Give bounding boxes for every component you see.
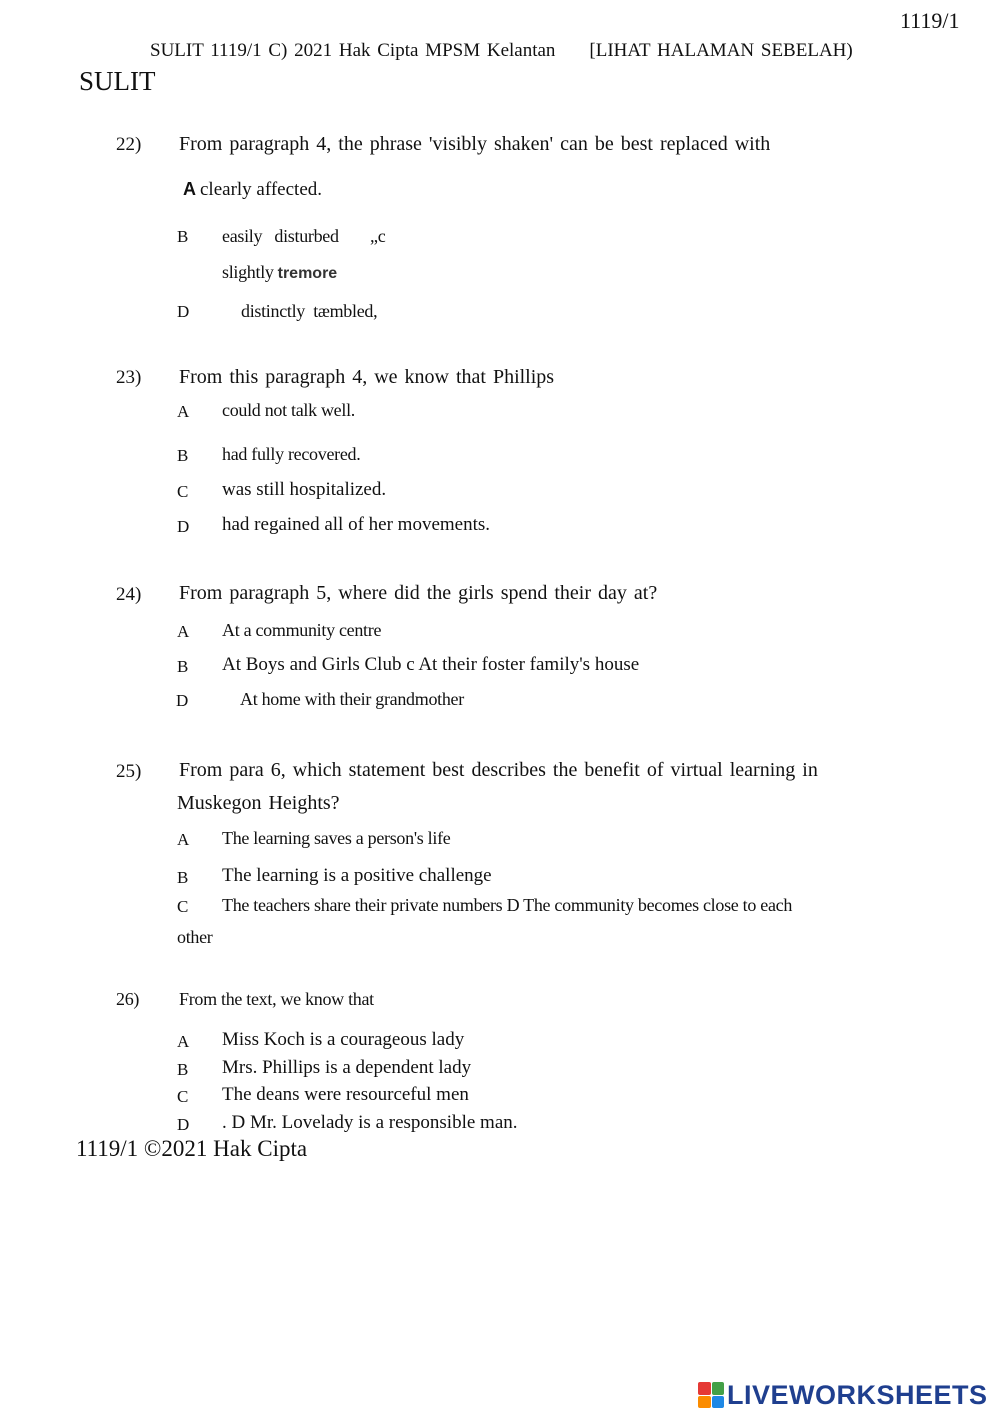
question-22-option-c-letter: „c: [370, 226, 386, 246]
question-22-option-b-text: easily disturbed: [222, 226, 339, 246]
question-25-option-b-letter: B: [177, 868, 189, 887]
logo-cell: [698, 1382, 711, 1395]
question-24-number: 24): [116, 584, 142, 605]
question-22-option-b-letter: B: [177, 227, 189, 246]
question-23-text: From this paragraph 4, we know that Phillips: [179, 366, 555, 388]
liveworksheets-brand: [698, 1380, 988, 1410]
question-23-option-c-text: was still hospitalized.: [222, 479, 387, 500]
question-24-option-a-letter: A: [177, 622, 190, 641]
question-24-option-d-letter: D: [176, 691, 189, 710]
question-25-option-c-text: The teachers share their private numbers D The community becomes close to each: [222, 895, 793, 915]
header-left-text: SULIT 1119/1 C) 2021 Hak Cipta MPSM Kelantan: [150, 40, 556, 61]
question-26-number: 26): [116, 989, 140, 1009]
question-26-option-c-text: The deans were resourceful men: [222, 1084, 469, 1105]
header-right-text: [LIHAT HALAMAN SEBELAH): [589, 40, 853, 61]
question-23-option-a-letter: A: [177, 402, 190, 421]
question-26-option-a-text: Miss Koch is a courageous lady: [222, 1029, 465, 1050]
question-25-option-b-text: The learning is a positive challenge: [222, 865, 492, 886]
question-25-number: 25): [116, 761, 142, 782]
logo-cell: [712, 1396, 725, 1409]
question-24-text: From paragraph 5, where did the girls spend their day at?: [179, 582, 658, 604]
question-24-option-b-letter: B: [177, 657, 189, 676]
question-23-option-b-letter: B: [177, 446, 189, 465]
question-23-number: 23): [116, 367, 142, 388]
question-26-option-c-letter: C: [177, 1087, 189, 1106]
question-23-option-b-text: had fully recovered.: [222, 444, 361, 464]
question-26-option-a-letter: A: [177, 1032, 190, 1051]
question-22-number: 22): [116, 134, 142, 155]
question-26-option-b-text: Mrs. Phillips is a dependent lady: [222, 1057, 472, 1078]
question-26-option-d-text: . D Mr. Lovelady is a responsible man.: [222, 1112, 518, 1133]
sulit-label: SULIT: [79, 66, 156, 96]
option-text-part: slightly: [222, 262, 274, 282]
question-24-option-a-text: At a community centre: [222, 620, 382, 640]
header-line: [150, 40, 853, 62]
logo-cell: [712, 1382, 725, 1395]
question-24-option-d-text: At home with their grandmother: [240, 689, 464, 709]
question-24-option-b-text: At Boys and Girls Club c At their foster family's house: [222, 654, 640, 675]
question-25-option-c-continued: other: [177, 927, 213, 947]
page-code: 1119/1: [900, 8, 960, 33]
question-22-text: From paragraph 4, the phrase 'visibly shaken' can be best replaced with: [179, 133, 771, 155]
question-23-option-d-letter: D: [177, 517, 190, 536]
question-25-option-a-text: The learning saves a person's life: [222, 828, 451, 848]
option-text: clearly affected: [200, 179, 318, 200]
question-23-option-c-letter: C: [177, 482, 189, 501]
question-26-text: From the text, we know that: [179, 989, 374, 1009]
question-22-option-d-text: distinctly tæmbled,: [241, 301, 378, 321]
question-26-option-d-letter: D: [177, 1115, 190, 1134]
footer-copyright: 1119/1 ©2021 Hak Cipta: [76, 1136, 308, 1161]
question-25-option-a-letter: A: [177, 830, 190, 849]
question-26-option-b-letter: B: [177, 1060, 189, 1079]
question-23-option-a-text: could not talk well.: [222, 400, 355, 420]
question-22-option-d-letter: D: [177, 302, 190, 321]
logo-cell: [698, 1396, 711, 1409]
question-23-option-d-text: had regained all of her movements.: [222, 514, 491, 535]
brand-name: LIVEWORKSHEETS: [727, 1379, 988, 1410]
question-25-text-continued: Muskegon Heights?: [177, 792, 340, 814]
question-22-option-a: A clearly affected.: [183, 179, 323, 200]
question-22-option-c-text: [222, 262, 337, 283]
question-25-text: From para 6, which statement best describes the benefit of virtual learning in: [179, 759, 818, 781]
option-letter: A: [183, 179, 196, 199]
question-25-option-c-letter: C: [177, 897, 189, 916]
option-text-part: tremore: [277, 265, 338, 282]
liveworksheets-logo-icon: [698, 1382, 724, 1408]
